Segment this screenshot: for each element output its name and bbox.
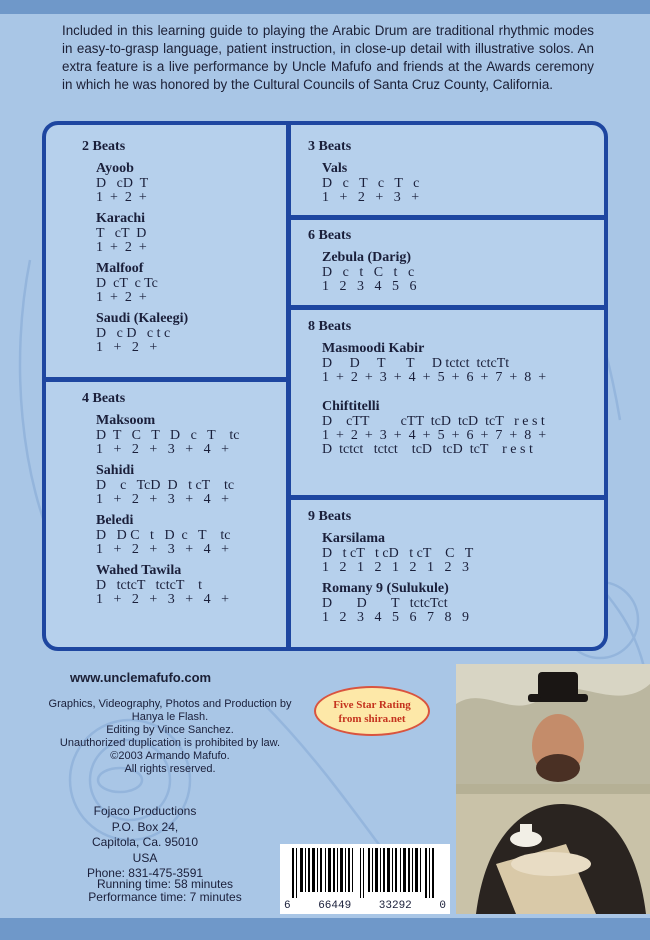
grid-divider-right-1 bbox=[286, 215, 604, 220]
rhythm-entry bbox=[322, 531, 598, 575]
running-times bbox=[80, 878, 250, 904]
rhythm-name: Zebula (Darig) bbox=[322, 250, 412, 265]
address-line: P.O. Box 24, bbox=[111, 819, 179, 834]
rhythm-name: Karsilama bbox=[322, 531, 385, 546]
performer-photo bbox=[456, 664, 650, 914]
rhythm-counts: 1 + 2 + 3 + bbox=[322, 190, 420, 205]
intro-paragraph: Included in this learning guide to playing the Arabic Drum are traditional rhythmic modes in easy-to-grasp language, patient instruction, in close-up detail with illustrative solos. An extra feature is a live performance by Uncle Mafufo and friends at the Awards ceremony in which he was honored by the Cultural Councils of Santa Cruz County, California. bbox=[62, 23, 594, 92]
credit-line: Editing by Vince Sanchez. bbox=[106, 724, 234, 736]
rhythm-strokes: D D C t D c T tc bbox=[96, 528, 231, 543]
barcode bbox=[280, 844, 450, 914]
rhythm-strokes: D c T c T c bbox=[322, 176, 420, 191]
rhythm-name: Ayoob bbox=[96, 161, 134, 176]
grid-divider-right-3 bbox=[286, 495, 604, 500]
rhythm-strokes: D D T T D tctct tctcTt bbox=[322, 356, 510, 371]
rhythm-entry bbox=[322, 161, 598, 205]
rhythm-counts: 1 + 2 + bbox=[96, 290, 147, 305]
section-title: 6 Beats bbox=[308, 228, 352, 243]
production-credits bbox=[40, 698, 300, 776]
rhythm-strokes: D c t C t c bbox=[322, 265, 415, 280]
rhythm-entry bbox=[96, 261, 282, 305]
rhythm-entry bbox=[322, 399, 604, 457]
address-line: Capitola, Ca. 95010 USA bbox=[91, 835, 199, 865]
rhythm-strokes: D T C T D c T tc bbox=[96, 428, 240, 443]
badge-line: from shira.net bbox=[338, 713, 406, 725]
rhythm-name: Wahed Tawila bbox=[96, 563, 182, 578]
running-time: Running time: 58 minutes bbox=[96, 877, 234, 891]
rhythm-entry bbox=[96, 211, 282, 255]
rhythm-name: Sahidi bbox=[96, 463, 135, 478]
rating-badge bbox=[314, 686, 430, 736]
credit-line: Hanya le Flash. bbox=[131, 711, 209, 723]
barcode-digits bbox=[280, 900, 450, 912]
credit-line: Unauthorized duplication is prohibited by law. bbox=[59, 737, 281, 749]
rhythm-strokes: D c TcD D t cT tc bbox=[96, 478, 235, 493]
credit-line: ©2003 Armando Mafufo. bbox=[110, 750, 230, 762]
section-title: 4 Beats bbox=[82, 391, 126, 406]
rhythm-entry bbox=[322, 250, 598, 294]
section-9-beats bbox=[308, 509, 598, 625]
bottom-edge-band bbox=[0, 918, 650, 940]
rhythm-counts: 1 + 2 + bbox=[96, 240, 147, 255]
grid-divider-left bbox=[46, 377, 286, 382]
rhythm-entry bbox=[322, 341, 604, 385]
rhythm-name: Romany 9 (Sulukule) bbox=[322, 581, 449, 596]
barcode-digit-group: 0 bbox=[439, 900, 446, 912]
section-4-beats bbox=[82, 391, 282, 607]
address-line: Phone: 831-475-3591 bbox=[86, 866, 204, 880]
rhythm-counts: 1 + 2 + 3 + 4 + 5 + 6 + 7 + 8 + bbox=[322, 370, 547, 385]
rhythm-name: Malfoof bbox=[96, 261, 144, 276]
barcode-digit-group: 33292 bbox=[378, 900, 412, 912]
rhythm-entry bbox=[96, 311, 282, 355]
rhythm-strokes: D cD T bbox=[96, 176, 149, 191]
rhythm-name: Karachi bbox=[96, 211, 145, 226]
section-title: 8 Beats bbox=[308, 319, 352, 334]
rhythm-strokes: T cT D bbox=[96, 226, 147, 241]
section-3-beats bbox=[308, 139, 598, 205]
grid-divider-right-2 bbox=[286, 305, 604, 310]
rhythm-entry bbox=[96, 563, 282, 607]
rhythm-name: Masmoodi Kabir bbox=[322, 341, 425, 356]
rhythm-counts: 1 + 2 + 3 + 4 + bbox=[96, 592, 230, 607]
rhythm-strokes: D tctcT tctcT t bbox=[96, 578, 203, 593]
rhythm-counts: 1 + 2 + 3 + 4 + bbox=[96, 542, 230, 557]
rhythm-entry bbox=[96, 463, 282, 507]
rhythm-name: Saudi (Kaleegi) bbox=[96, 311, 189, 326]
grid-vertical-divider bbox=[286, 125, 291, 647]
rhythm-strokes: D cTT cTT tcD tcD tcT r e s t bbox=[322, 414, 545, 429]
address-line: Fojaco Productions bbox=[93, 804, 197, 818]
rhythm-counts: 1 2 3 4 5 6 bbox=[322, 279, 417, 294]
rhythm-counts: 1 2 3 4 5 6 7 8 9 bbox=[322, 610, 469, 625]
rhythm-name: Vals bbox=[322, 161, 348, 176]
rhythm-name: Beledi bbox=[96, 513, 134, 528]
rhythm-strokes: D t cT t cD t cT C T bbox=[322, 546, 474, 561]
rhythm-variation: D tctct tctct tcD tcD tcT r e s t bbox=[322, 442, 533, 457]
rhythm-counts: 1 + 2 + bbox=[96, 190, 147, 205]
rhythm-entry bbox=[96, 413, 282, 457]
rhythm-entry bbox=[96, 513, 282, 557]
rhythm-strokes: D c D c t c bbox=[96, 326, 171, 341]
rhythm-entry bbox=[322, 581, 598, 625]
rhythm-name: Chiftitelli bbox=[322, 399, 380, 414]
rhythm-counts: 1 + 2 + 3 + 4 + 5 + 6 + 7 + 8 + bbox=[322, 428, 547, 443]
website-url: www.unclemafufo.com bbox=[70, 670, 212, 685]
rhythm-grid bbox=[42, 121, 608, 651]
credit-line: All rights reserved. bbox=[124, 763, 216, 775]
rhythm-counts: 1 + 2 + bbox=[96, 340, 158, 355]
rhythm-strokes: D D T tctcTct bbox=[322, 596, 448, 611]
rhythm-strokes: D cT c Tc bbox=[96, 276, 158, 291]
section-8-beats bbox=[308, 319, 604, 457]
section-title: 2 Beats bbox=[82, 139, 126, 154]
barcode-digit-group: 66449 bbox=[318, 900, 352, 912]
barcode-digit-group: 6 bbox=[284, 900, 291, 912]
section-6-beats bbox=[308, 228, 598, 294]
publisher-address bbox=[80, 804, 210, 882]
section-2-beats bbox=[82, 139, 282, 355]
credit-line: Graphics, Videography, Photos and Production by bbox=[48, 698, 292, 710]
rhythm-name: Maksoom bbox=[96, 413, 156, 428]
performance-time: Performance time: 7 minutes bbox=[88, 890, 242, 904]
rhythm-entry bbox=[96, 161, 282, 205]
rhythm-counts: 1 + 2 + 3 + 4 + bbox=[96, 492, 230, 507]
rhythm-counts: 1 + 2 + 3 + 4 + bbox=[96, 442, 230, 457]
rhythm-counts: 1 2 1 2 1 2 1 2 3 bbox=[322, 560, 469, 575]
badge-line: Five Star Rating bbox=[333, 699, 411, 711]
section-title: 3 Beats bbox=[308, 139, 352, 154]
section-title: 9 Beats bbox=[308, 509, 352, 524]
